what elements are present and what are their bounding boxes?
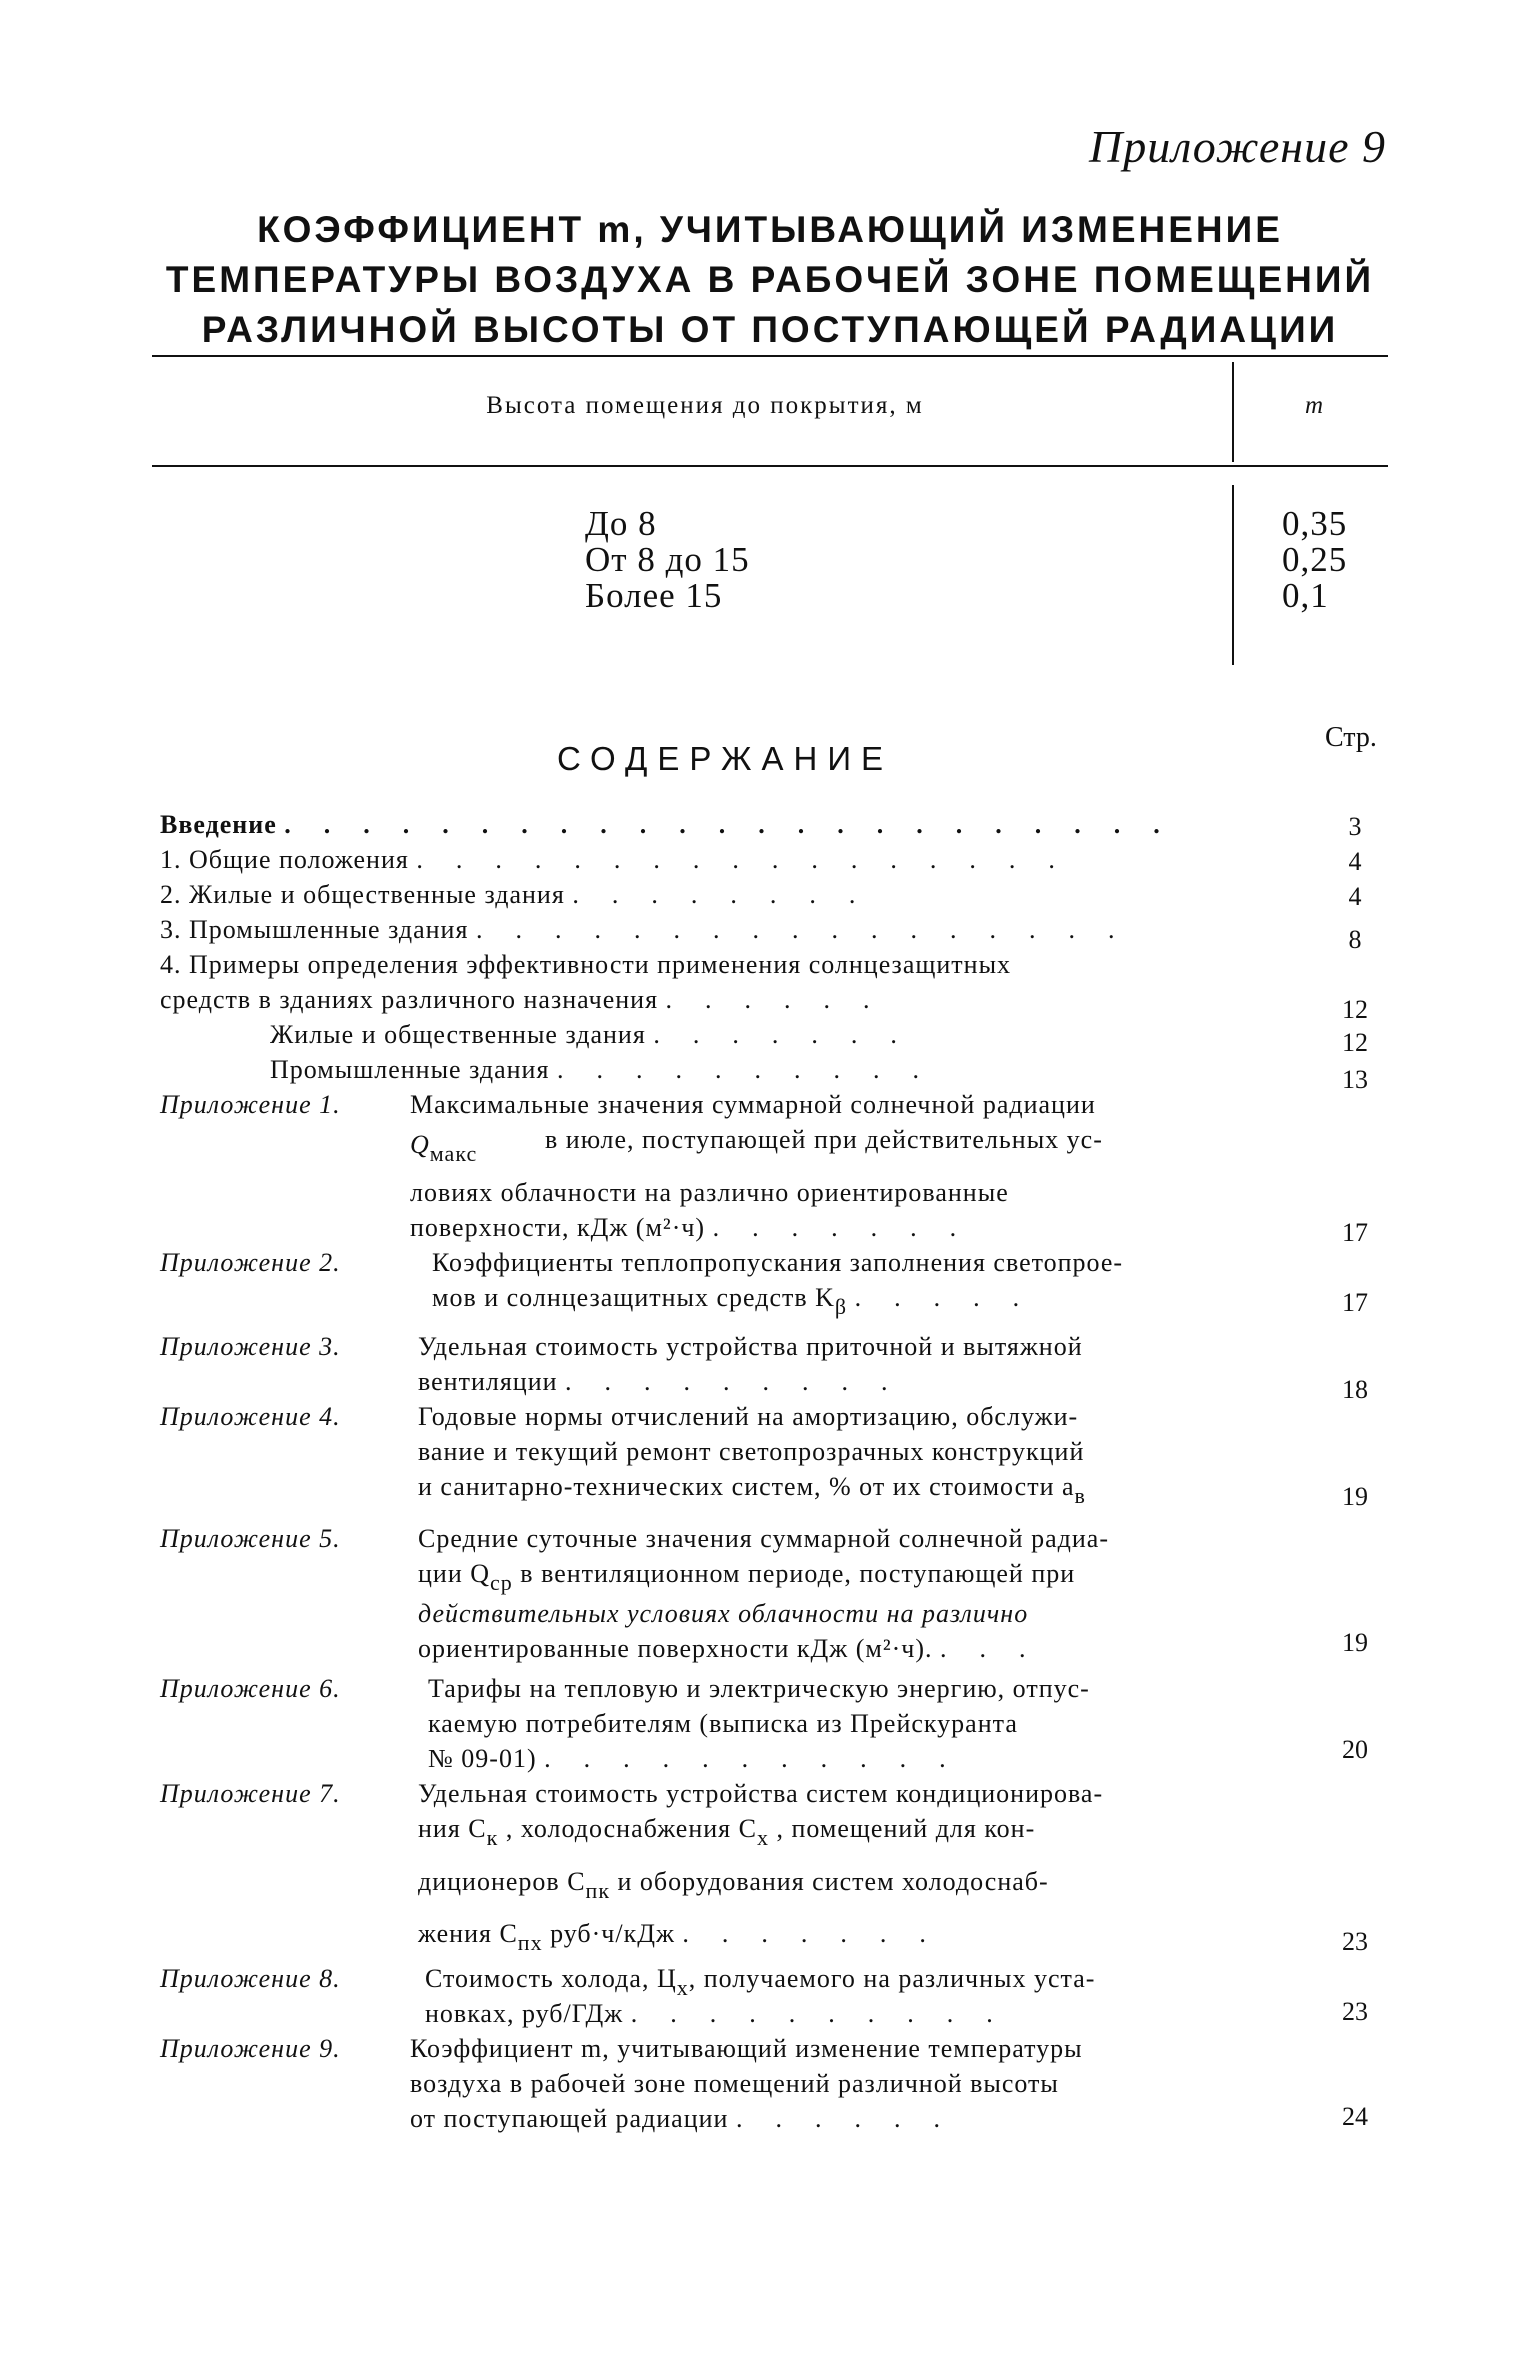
toc-entry: ния $C_к$ , холодоснабжения $C_х$ , помещений для кон- [418,1814,1036,1850]
toc-entry: 1. Общие положения ................. [160,845,1088,874]
toc-entry: в июле, поступающей при действительных ус- [545,1125,1103,1154]
toc-entry: Коэффициенты теплопропускания заполнения светопрое- [432,1248,1124,1277]
toc-appendix-label: Приложение 7. [160,1779,341,1808]
table-header-m: m [1304,392,1326,419]
table-row-2-height: От 8 до 15 [585,540,750,579]
title-line-1: КОЭФФИЦИЕНТ m, УЧИТЫВАЮЩИЙ ИЗМЕНЕНИЕ [257,209,1283,250]
toc-appendix-label: Приложение 2. [160,1248,341,1277]
toc-appendix-label: Приложение 4. [160,1402,341,1431]
toc-entry: Удельная стоимость устройства приточной и вытяжной [418,1332,1083,1361]
toc-entry: Средние суточные значения суммарной солнечной радиа- [418,1524,1109,1553]
toc-page-number: 18 [1342,1375,1368,1404]
toc-entry: воздуха в рабочей зоне помещений различной высоты [410,2069,1059,2098]
toc-page-number: 3 [1348,812,1362,841]
toc-page-number: 13 [1342,1065,1368,1094]
toc-page-number: 8 [1348,925,1362,954]
toc-entry: и санитарно-технических систем, % от их стоимости $a_в$ [418,1472,1086,1508]
toc-page-number: 23 [1342,1997,1368,2026]
toc-entry: Промышленные здания .......... [270,1055,952,1084]
table-top-rule [152,355,1388,357]
toc-page-number: 20 [1342,1735,1368,1764]
toc-entry: Удельная стоимость устройства систем кондиционирова- [418,1779,1104,1808]
toc-title: СОДЕРЖАНИЕ [556,740,894,777]
toc-page-number: 24 [1342,2102,1368,2131]
toc-appendix-label: Приложение 6. [160,1674,341,1703]
toc-page-number: 12 [1342,1028,1368,1057]
toc-entry: диционеров $C_{пк}$ и оборудования систем холодоснаб- [418,1867,1049,1903]
toc-entry: Стоимость холода, $Ц_х$, получаемого на различных уста- [425,1964,1096,2000]
toc-page-number: 19 [1342,1628,1368,1657]
table-row-1-height: До 8 [585,504,657,543]
table-row-1-m: 0,35 [1282,504,1348,543]
toc-entry: 4. Примеры определения эффективности применения солнцезащитных [160,950,1012,979]
table-row-2-m: 0,25 [1282,540,1348,579]
toc-entry: от поступающей радиации ...... [410,2104,973,2133]
toc-entry: $Q_{макс}$ [410,1130,478,1166]
toc-entry: ции $Q_{ср}$ в вентиляционном периоде, поступающей при [418,1559,1076,1595]
toc-page-number: 17 [1342,1288,1368,1317]
toc-entry: мов и солнцезащитных средств $K_\beta$ ..... [432,1283,1053,1319]
toc-appendix-label: Приложение 1. [160,1090,341,1119]
toc-entry: вентиляции ......... [418,1367,921,1396]
title-line-2: ТЕМПЕРАТУРЫ ВОЗДУХА В РАБОЧЕЙ ЗОНЕ ПОМЕЩЕНИЙ [165,259,1375,300]
toc-page-number: 12 [1342,995,1368,1024]
toc-entry: каемую потребителям (выписка из Прейскуранта [428,1709,1018,1738]
toc-entry: Жилые и общественные здания ....... [270,1020,930,1049]
toc-entry: ловиях облачности на различно ориентированные [410,1178,1009,1207]
toc-appendix-label: Приложение 3. [160,1332,341,1361]
table-header-divider [1232,362,1234,462]
toc-appendix-label: Приложение 8. [160,1964,341,1993]
toc-entry: Коэффициент m, учитывающий изменение температуры [410,2034,1083,2063]
toc-page-number: 4 [1348,882,1362,911]
toc-entry: ориентированные поверхности кДж (м²·ч). ... [418,1634,1059,1663]
table-body-divider [1232,485,1234,665]
toc-page-number: 23 [1342,1927,1368,1956]
toc-appendix-label: Приложение 9. [160,2034,341,2063]
toc-entry: Введение ....................... [160,810,1193,839]
toc-page-number: 17 [1342,1218,1368,1247]
table-row-3-m: 0,1 [1282,576,1329,615]
toc-entry: жения $C_{пх}$ руб·ч/кДж ....... [418,1919,959,1955]
toc-entry: Годовые нормы отчислений на амортизацию, обслужи- [418,1402,1079,1431]
toc-page-number: 19 [1342,1482,1368,1511]
appendix-label: Приложение 9 [1088,121,1386,172]
toc-entry: Максимальные значения суммарной солнечной радиации [410,1090,1096,1119]
toc-page-number: 4 [1348,847,1362,876]
toc-entry: поверхности, кДж (м²·ч) ....... [410,1213,990,1242]
title-line-3: РАЗЛИЧНОЙ ВЫСОТЫ ОТ ПОСТУПАЮЩЕЙ РАДИАЦИИ [201,309,1339,350]
table-header-rule [152,465,1388,467]
toc-entry: 2. Жилые и общественные здания ........ [160,880,889,909]
toc-entry: средств в зданиях различного назначения ...... [160,985,903,1014]
toc-entry: 3. Промышленные здания ................. [160,915,1148,944]
toc-page-header: Стр. [1325,722,1377,753]
toc-appendix-label: Приложение 5. [160,1524,341,1553]
toc-entry: № 09-01) ........... [428,1744,979,1773]
table-row-3-height: Более 15 [585,576,723,615]
toc-entry: новках, руб/ГДж .......... [425,1999,1026,2028]
table-header-height: Высота помещения до покрытия, м [486,392,924,419]
toc-entry: вание и текущий ремонт светопрозрачных конструкций [418,1437,1085,1466]
toc-entry: Тарифы на тепловую и электрическую энергию, отпус- [428,1674,1090,1703]
toc-entry: действительных условиях облачности на различно [418,1599,1029,1628]
